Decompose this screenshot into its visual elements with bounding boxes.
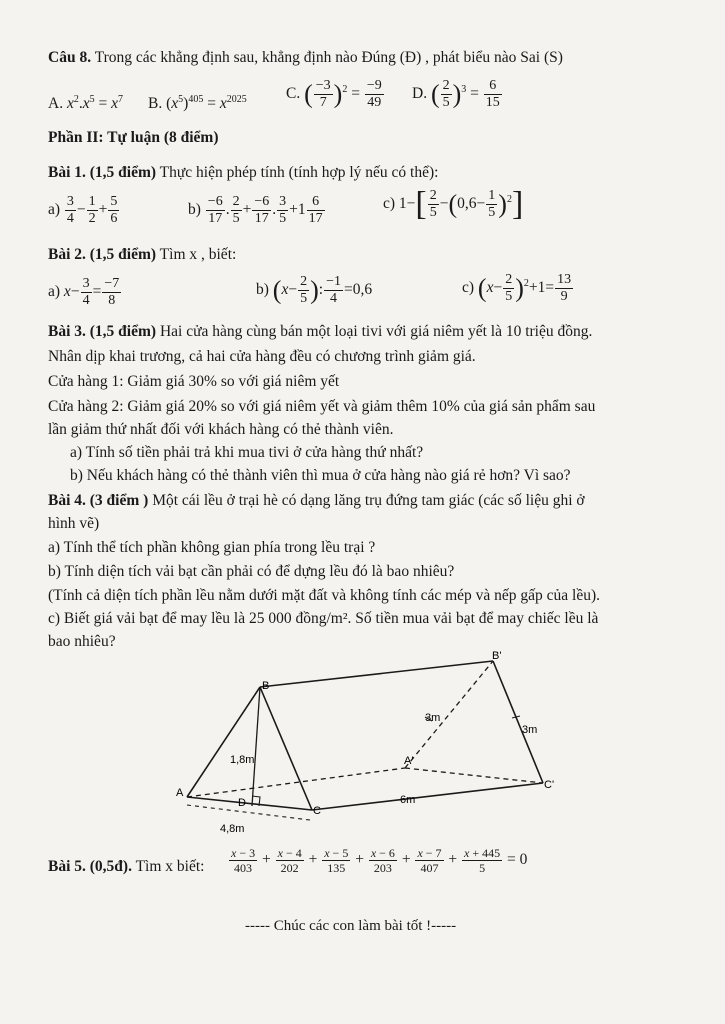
label-side2: 3m <box>522 724 538 736</box>
point-b: B <box>262 680 270 692</box>
part2-title: Phần II: Tự luận (8 điểm) <box>48 129 219 146</box>
point-a: A <box>176 787 184 799</box>
point-b1: B' <box>492 650 502 662</box>
tent-prism-figure <box>160 645 580 840</box>
bai3-line3: Cửa hàng 1: Giảm giá 30% so với giá niêm yết <box>48 373 340 390</box>
edge-a1b1 <box>405 661 493 768</box>
bai4-question-c: c) Biết giá vải bạt để may lều là 25 000 đồng/m². Số tiền mua vải bạt để may chiếc lều là <box>48 610 599 627</box>
point-a1: A' <box>404 755 414 767</box>
bai1-problems: a) $\frac{3}{4}$ − $\frac{1}{2}$ + $\frac{5}{6}$ b) $\frac{-6}{17}$ . $\frac{2}{5}$ + $\frac{-6}{17}$ . $\frac{3}{5}$ +1 $\frac{6}{17}$ c) 1−[ $\frac{2}{5}$ −(0,6− $\frac{1}{5}$ )$^2$] <box>48 185 524 226</box>
bai4-question-b: b) Tính diện tích vải bạt cần phải có để dựng lều đó là bao nhiêu? <box>48 563 455 580</box>
bai4-question-c-cont: bao nhiêu? <box>48 633 116 650</box>
edge-cc1 <box>312 783 543 810</box>
point-d: D <box>238 797 246 809</box>
bai2-problems: a) x− $\frac{3}{4}$ = $\frac{-7}{8}$ b) (x− $\frac{2}{5}$ ): $\frac{-1}{4}$ =0,6 c) (x− $\frac{2}{5}$ )$^2$+1= $\frac{13}{9}$ <box>48 272 572 308</box>
label-height: 1,8m <box>230 754 255 766</box>
exam-page: Câu 8. Trong các khẳng định sau, khẳng định nào Đúng (Đ) , phát biểu nào Sai (S) A. $x^2.x^5 = x^7$ B. $(x^5)^{405} = x^{2025}$ C. ( $\frac{-3}{7}$ )$^2$ = $\frac{-9}{49}$ D. ( $\frac{2}{5}$ )$^3$ = $\frac{6}{15}$ Phần II: Tự luận (8 điểm) Bài 1. (1,5 điểm) Thực hiện phép tính (tính hợp lý nếu có thể): a) $\frac{3}{4}$ − $\frac{1}{2}$ + $\frac{5}{6}$ b) $\frac{-6}{17}$ . $\frac{2}{5}$ + $\frac{-6}{17}$ . $\frac{3}{5}$ +1 $\frac{6}{17}$ c) 1−[ $\frac{2}{5}$ −(0,6− $\frac{1}{5}$ )$^2$] Bài 2. (1,5 điểm) Tìm x , biết: a) x− $\frac{3}{4}$ = $\frac{-7}{8}$ b) (x− $\frac{2}{5}$ ): $\frac{-1}{4}$ =0,6 c) (x− $\frac{2}{5}$ )$^2$+1= $\frac{13}{9}$ Bài 3. (1,5 điểm) Hai cửa hàng cùng bán một loại tivi với giá niêm yết là 10 triệu đồng. Nhân dịp khai trương, cả hai cửa hàng đều có chương trình giảm giá. Cửa hàng 1: Giảm giá 30% so với giá niêm yết Cửa hàng 2: Giảm giá 20% so với giá niêm yết và giảm thêm 10% của giá sản phẩm sau lần giảm thứ nhất đối với khách hàng có thẻ thành viên. a) Tính số tiền phải trả khi mua tivi ở cửa hàng thứ nhất? b) Nếu khách hàng có thẻ thành viên thì mua ở cửa hàng nào giá rẻ hơn? Vì sao? Bài 4. (3 điểm ) Một cái lều ở trại hè có dạng lăng trụ đứng tam giác (các số liệu ghi ở hình vẽ) a) Tính thể tích phần không gian phía trong lều trại ? b) Tính diện tích vải bạt cần phải có để dựng lều đó là bao nhiêu? (Tính cả diện tích phần lều nằm dưới mặt đất và không tính các mép và nếp gấp của lều). c) Biết giá vải bạt để may lều là 25 000 đồng/m². Số tiền mua vải bạt để may chiếc lều là bao nhiêu? B A C D A' B' C' 1,8m 4,8m 6m 3m 3m Bài 5. (0,5đ). Tìm x biết: $\frac{x - 3}{403}$ + $\frac{x - 4}{202}$ + $\frac{x - 5}{135}$ + $\frac{x - 6}{203}$ + $\frac{x - 7}{407}$ + $\frac{x + 445}{5}$ = 0 ----- Chúc các con làm bài tốt !----- <box>0 0 725 1024</box>
bai3-line1: Bài 3. (1,5 điểm) Hai cửa hàng cùng bán một loại tivi với giá niêm yết là 10 triệu đồng. <box>48 323 593 340</box>
edge-a1c1 <box>405 768 543 783</box>
label-base: 4,8m <box>220 823 245 835</box>
bai1-heading: Bài 1. (1,5 điểm) Thực hiện phép tính (tính hợp lý nếu có thể): <box>48 164 439 181</box>
edge-ac <box>187 797 312 810</box>
bai3-line2: Nhân dịp khai trương, cả hai cửa hàng đều có chương trình giảm giá. <box>48 348 476 365</box>
edge-b1c1 <box>493 661 543 783</box>
bai3-question-a: a) Tính số tiền phải trả khi mua tivi ở cửa hàng thứ nhất? <box>70 444 424 461</box>
point-c: C <box>313 805 321 817</box>
bai3-line5: lần giảm thứ nhất đối với khách hàng có thẻ thành viên. <box>48 421 394 438</box>
label-length: 6m <box>400 794 416 806</box>
bai2-heading: Bài 2. (1,5 điểm) Tìm x , biết: <box>48 246 237 263</box>
edge-bc <box>260 687 312 810</box>
bai5-line: Bài 5. (0,5đ). Tìm x biết: $\frac{x - 3}{403}$ + $\frac{x - 4}{202}$ + $\frac{x - 5}{135}$ + $\frac{x - 6}{203}$ + $\frac{x - 7}{407}$ + $\frac{x + 445}{5}$ = 0 <box>48 846 528 875</box>
bai4-line2: hình vẽ) <box>48 515 100 532</box>
height-bd <box>252 687 260 806</box>
cau8-heading: Câu 8. Trong các khẳng định sau, khẳng định nào Đúng (Đ) , phát biểu nào Sai (S) <box>48 49 563 66</box>
label-side1: 3m <box>425 712 441 724</box>
bai4-note: (Tính cả diện tích phần lều nằm dưới mặt đất và không tính các mép và nếp gấp của lều). <box>48 587 601 604</box>
footer-wishes: ----- Chúc các con làm bài tốt !----- <box>245 918 457 934</box>
edge-bb1 <box>260 661 493 687</box>
bai4-line1: Bài 4. (3 điểm ) Một cái lều ở trại hè có dạng lăng trụ đứng tam giác (các số liệu ghi ở <box>48 492 585 509</box>
point-c1: C' <box>544 779 555 791</box>
edge-ba <box>187 687 260 797</box>
bai3-line4: Cửa hàng 2: Giảm giá 20% so với giá niêm yết và giảm thêm 10% của giá sản phẩm sau <box>48 398 596 415</box>
bai4-question-a: a) Tính thể tích phần không gian phía trong lều trại ? <box>48 539 376 556</box>
bai3-question-b: b) Nếu khách hàng có thẻ thành viên thì mua ở cửa hàng nào giá rẻ hơn? Vì sao? <box>70 467 571 484</box>
